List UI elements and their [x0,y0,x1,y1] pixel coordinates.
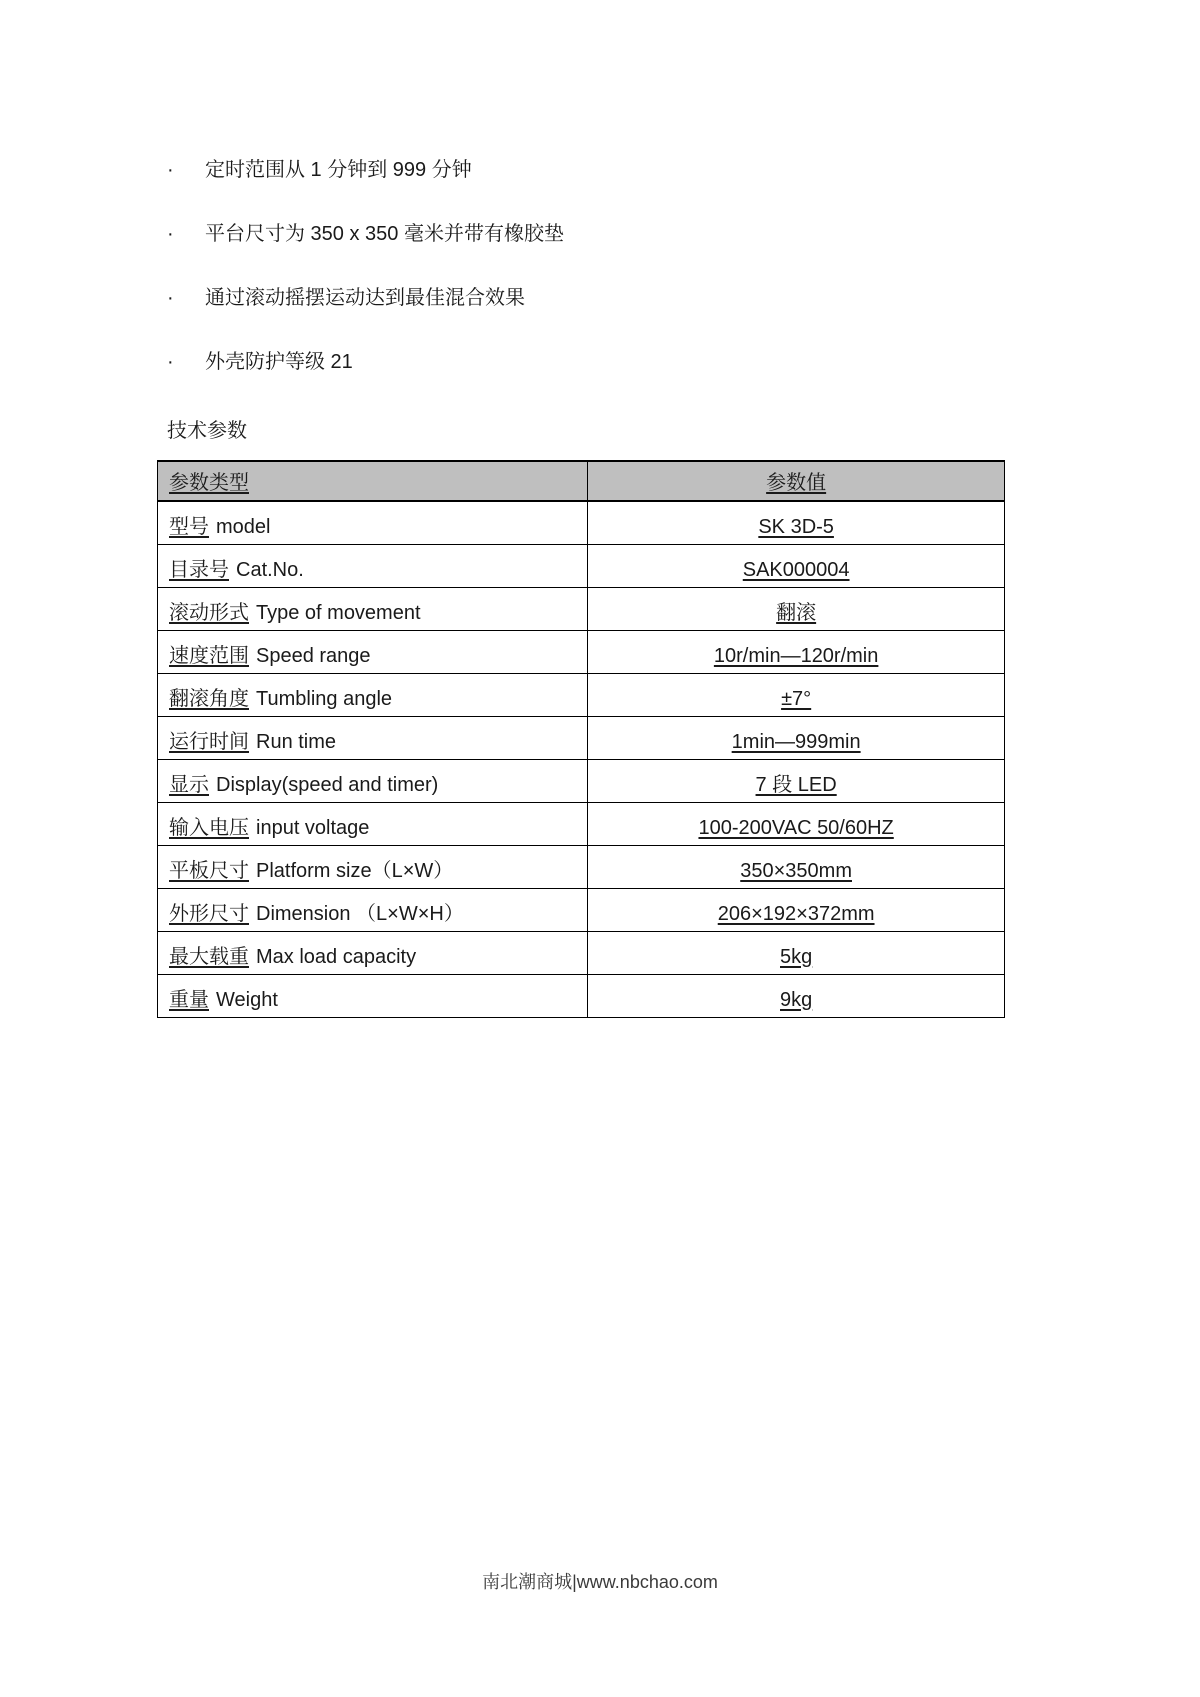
param-label-cell [158,673,588,716]
param-value: SK 3D-5 [758,515,834,538]
feature-bullet-list [167,158,564,414]
param-label-en: Weight [216,988,278,1011]
bullet-item [167,350,564,374]
bullet-item [167,158,564,182]
param-label-cell [158,587,588,630]
param-label-cn: 翻滚角度 [169,687,249,710]
param-label-cell [158,802,588,845]
param-label-en: Run time [256,730,337,753]
param-label-cell [158,630,588,673]
param-label-en: Max load capacity [256,945,417,968]
bullet-dot-icon: · [167,287,174,309]
bullet-dot-icon: · [167,159,174,181]
bullet-item [167,286,564,310]
param-value-cell [588,888,1005,931]
param-label-cell [158,544,588,587]
param-value-cell [588,845,1005,888]
param-value-cell [588,716,1005,759]
footer-brand: 南北潮商城 [482,1572,573,1592]
param-value: 350×350mm [740,859,852,882]
param-label-cell [158,931,588,974]
table-row [158,673,1005,716]
table-row [158,716,1005,759]
param-label-cn: 型号 [169,515,209,538]
param-label-cn: 速度范围 [169,644,249,667]
param-value-cell [588,974,1005,1017]
table-row [158,759,1005,802]
param-label-cn: 外形尺寸 [169,902,249,925]
bullet-item [167,222,564,246]
param-value: 100-200VAC 50/60HZ [698,816,894,839]
table-row [158,501,1005,544]
param-label-en: input voltage [256,816,370,839]
param-label-en: Tumbling angle [256,687,393,710]
header-param-type [158,461,588,501]
param-label-cell [158,974,588,1017]
param-label-en: Type of movement [256,601,421,624]
param-value-cell [588,759,1005,802]
param-label-en: Platform size（L×W） [256,859,454,882]
param-label-cell [158,716,588,759]
param-label-cell [158,501,588,544]
param-value-cell [588,630,1005,673]
table-row [158,630,1005,673]
param-label-en: Dimension （L×W×H） [256,902,464,925]
param-value-cell [588,802,1005,845]
param-value: 206×192×372mm [717,902,875,925]
spec-table [157,460,1005,1018]
param-label-en: Display(speed and timer) [216,773,439,796]
param-label-en: Speed range [256,644,371,667]
table-row [158,544,1005,587]
param-label-cell [158,759,588,802]
bullet-text: 平台尺寸为 350 x 350 毫米并带有橡胶垫 [205,223,564,245]
param-value-cell [588,587,1005,630]
param-value: 10r/min—120r/min [713,644,879,667]
footer-url: |www.nbchao.com [572,1572,718,1592]
param-value: 5kg [780,945,813,968]
table-row [158,587,1005,630]
bullet-dot-icon: · [167,351,174,373]
param-value-cell [588,501,1005,544]
param-label-cn: 最大载重 [169,945,249,968]
header-param-type-label: 参数类型 [169,472,249,494]
bullet-dot-icon: · [167,223,174,245]
param-label-cell [158,845,588,888]
header-param-value [588,461,1005,501]
header-param-value-label: 参数值 [766,472,827,494]
param-label-cn: 输入电压 [169,816,249,839]
param-label-cn: 重量 [169,988,209,1011]
param-value-cell [588,673,1005,716]
param-value: 翻滚 [776,601,817,624]
table-row [158,802,1005,845]
section-title: 技术参数 [167,420,247,442]
page-footer [0,1570,1200,1594]
param-label-cn: 运行时间 [169,730,249,753]
param-value: ±7° [781,687,812,710]
param-value-cell [588,931,1005,974]
param-label-en: model [216,515,271,538]
param-label-cn: 平板尺寸 [169,859,249,882]
param-value: SAK000004 [742,558,850,581]
bullet-text: 外壳防护等级 21 [205,351,353,373]
param-label-cn: 滚动形式 [169,601,249,624]
param-label-cell [158,888,588,931]
param-value-cell [588,544,1005,587]
table-row [158,931,1005,974]
param-label-cn: 显示 [169,773,209,796]
bullet-text: 定时范围从 1 分钟到 999 分钟 [205,159,472,181]
table-row [158,888,1005,931]
param-label-cn: 目录号 [169,558,229,581]
param-value: 1min—999min [731,730,861,753]
param-label-en: Cat.No. [236,558,304,581]
table-row [158,974,1005,1017]
bullet-text: 通过滚动摇摆运动达到最佳混合效果 [205,287,525,309]
param-value: 7 段 LED [755,773,837,796]
table-row [158,845,1005,888]
spec-table-header-row [158,461,1005,501]
param-value: 9kg [780,988,813,1011]
